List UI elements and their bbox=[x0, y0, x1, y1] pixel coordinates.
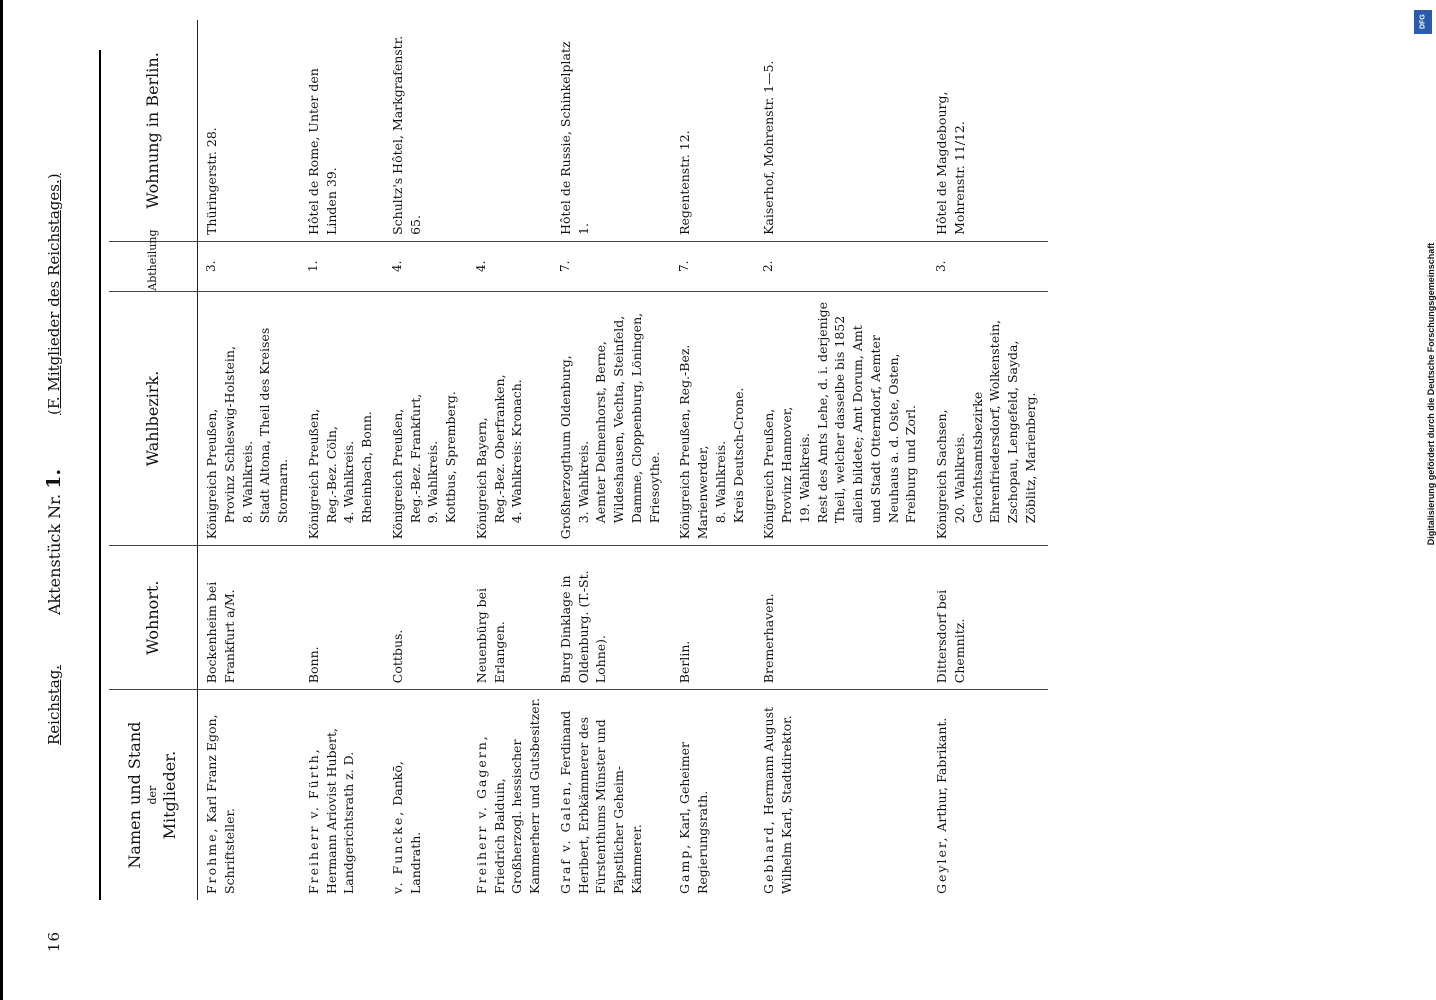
district-line: Kottbus, Spremberg. bbox=[443, 391, 458, 524]
table-row bbox=[300, 20, 384, 900]
district-line: Kreis Deutsch-Crone. bbox=[730, 387, 746, 524]
member-name-rest: Friedrich Balduin, Großherzogl. hessischer Kammerherr und Gutsbesitzer. bbox=[491, 697, 542, 894]
member-berlin-address: Hôtel de Russie, Schinkelplatz 1. bbox=[552, 20, 672, 241]
member-surname: v. Funcke, bbox=[389, 809, 405, 894]
header-rule bbox=[99, 50, 101, 900]
member-berlin-address bbox=[468, 20, 552, 241]
member-residence: Neuenbürg bei Erlangen. bbox=[468, 546, 552, 690]
table-row bbox=[552, 20, 672, 900]
member-residence: Bremerhaven. bbox=[755, 546, 928, 690]
table-header-row bbox=[109, 20, 198, 900]
member-name-cell bbox=[300, 690, 384, 900]
district-line: Königreich Preußen, bbox=[204, 408, 219, 540]
member-district bbox=[552, 291, 672, 546]
member-district bbox=[384, 291, 468, 546]
district-line: 20. Wahlkreis. bbox=[951, 432, 967, 524]
district-line: Königreich Sachsen, bbox=[934, 409, 949, 540]
member-berlin-address: Kaiserhof, Mohrenstr. 1—5. bbox=[755, 20, 928, 241]
members-table bbox=[109, 20, 1048, 900]
member-residence: Berlin. bbox=[671, 546, 755, 690]
dfg-logo: DFG bbox=[1414, 10, 1432, 34]
district-line: Königreich Preußen, bbox=[389, 408, 405, 540]
document-prefix: Aktenstück Nr. bbox=[45, 493, 64, 615]
member-surname: Gamp, bbox=[677, 842, 693, 894]
member-district bbox=[198, 291, 300, 546]
table-row bbox=[468, 20, 552, 900]
document-reference bbox=[43, 469, 65, 615]
table-row bbox=[928, 20, 1048, 900]
district-line: 3. Wahlkreis. bbox=[575, 440, 591, 524]
district-line: 4. Wahlkreis: Kronach. bbox=[509, 379, 525, 524]
header-name-sub: der bbox=[145, 785, 159, 805]
member-residence: Cottbus. bbox=[384, 546, 468, 690]
member-name-rest: Karl, Geheimer Regierungsrath. bbox=[677, 741, 710, 894]
member-surname: Frohme, bbox=[204, 826, 219, 894]
district-line: Reg.-Bez. Cöln, bbox=[323, 426, 339, 524]
header-berlin: Wohnung in Berlin. bbox=[109, 20, 198, 241]
member-residence: Burg Dinklage in Oldenburg. (T.-St. Lohne). bbox=[552, 546, 672, 690]
member-name-cell bbox=[468, 690, 552, 900]
district-line: Rheinbach, Bonn. bbox=[359, 411, 374, 524]
header-name bbox=[109, 690, 198, 900]
table-row bbox=[384, 20, 468, 900]
district-line: Königreich Bayern, bbox=[473, 417, 489, 540]
member-district bbox=[300, 291, 384, 546]
member-section: 2. bbox=[755, 241, 928, 291]
member-surname: Freiherr v. Fürth, bbox=[305, 747, 321, 894]
district-line: 4. Wahlkreis. bbox=[341, 440, 357, 524]
table-body bbox=[198, 20, 1048, 900]
table-row bbox=[198, 20, 300, 900]
member-residence: Bonn. bbox=[300, 546, 384, 690]
member-name-cell bbox=[928, 690, 1048, 900]
table-row bbox=[671, 20, 755, 900]
document-number: 1. bbox=[43, 468, 65, 489]
running-header bbox=[25, 30, 77, 970]
member-section: 7. bbox=[671, 241, 755, 291]
district-line: 8. Wahlkreis. bbox=[239, 440, 255, 524]
page-number: 16 bbox=[45, 930, 63, 952]
district-line: Gerichtsamtsbezirke Ehrenfriedersdorf, Wolkenstein, Zschopau, Lengefeld, Sayda, Zöblitz, Marienberg. bbox=[969, 319, 1038, 524]
member-section: 7. bbox=[552, 241, 672, 291]
member-berlin-address: Schultz's Hôtel, Markgrafenstr. 65. bbox=[384, 20, 468, 241]
member-district bbox=[755, 291, 928, 546]
header-section: Abtheilung bbox=[109, 241, 198, 291]
header-name-sub2: Mitglieder. bbox=[160, 750, 180, 840]
member-surname: Geyler, bbox=[934, 835, 949, 894]
member-name-rest: Karl Franz Egon, Schriftsteller. bbox=[204, 714, 237, 894]
member-name-cell bbox=[671, 690, 755, 900]
member-section: 1. bbox=[300, 241, 384, 291]
member-name-rest: Arthur, Fabrikant. bbox=[934, 717, 949, 832]
district-line: Stadt Altona, Theil des Kreises Stormarn. bbox=[257, 327, 290, 524]
member-berlin-address: Hôtel de Rome, Unter den Linden 39. bbox=[300, 20, 384, 241]
district-line: Großherzogthum Oldenburg, bbox=[557, 355, 573, 540]
member-section: 4. bbox=[468, 241, 552, 291]
journal-title: Reichstag. bbox=[45, 664, 63, 745]
member-section: 4. bbox=[384, 241, 468, 291]
header-residence: Wohnort. bbox=[109, 546, 198, 690]
district-line: Provinz Schleswig-Holstein, bbox=[221, 346, 237, 524]
digitization-credit bbox=[1414, 10, 1434, 990]
member-name-cell bbox=[552, 690, 672, 900]
member-district bbox=[671, 291, 755, 546]
member-name-cell bbox=[755, 690, 928, 900]
member-section: 3. bbox=[198, 241, 300, 291]
member-name-cell bbox=[384, 690, 468, 900]
member-berlin-address: Hôtel de Magdebourg, Mohrenstr. 11/12. bbox=[928, 20, 1048, 241]
member-name-rest: Dankō, Landrath. bbox=[389, 761, 423, 894]
district-line: Reg.-Bez. Frankfurt, bbox=[407, 393, 423, 524]
district-line: Reg.-Bez. Oberfranken, bbox=[491, 374, 507, 524]
member-surname: Gebhard, bbox=[761, 819, 777, 894]
district-line: Königreich Preußen, bbox=[761, 408, 777, 540]
member-district bbox=[928, 291, 1048, 546]
member-berlin-address: Regentenstr. 12. bbox=[671, 20, 755, 241]
member-name-cell bbox=[198, 690, 300, 900]
member-name-rest: Hermann August Wilhelm Karl, Stadtdirektor. bbox=[761, 706, 794, 894]
member-district bbox=[468, 291, 552, 546]
credit-text: Digitalisierung gefördert durch die Deutsche Forschungsgemeinschaft bbox=[1426, 242, 1436, 546]
member-name-rest: Hermann Ariovist Hubert, Landgerichtsrath z. D. bbox=[323, 728, 357, 894]
member-name-rest: Ferdinand Heribert, Erbkämmerer des Fürstenthums Münster und Päpstlicher Geheim-Kämmerer. bbox=[557, 710, 644, 894]
table-row bbox=[755, 20, 928, 900]
member-berlin-address: Thüringerstr. 28. bbox=[198, 20, 300, 241]
district-line: 19. Wahlkreis. bbox=[796, 432, 812, 524]
district-line: Aemter Delmenhorst, Berne, Wildeshausen, Vechta, Steinfeld, Damme, Cloppenburg, Löningen, Friesoythe. bbox=[593, 312, 662, 524]
member-surname: Graf v. Galen, bbox=[557, 779, 573, 894]
header-district: Wahlbezirk. bbox=[109, 291, 198, 546]
district-line: 8. Wahlkreis. bbox=[712, 440, 728, 524]
member-residence: Dittersdorf bei Chemnitz. bbox=[928, 546, 1048, 690]
district-line: Königreich Preußen, Reg.-Bez. Marienwerder, bbox=[677, 344, 710, 540]
member-residence: Bockenheim bei Frankfurt a/M. bbox=[198, 546, 300, 690]
rotated-document-sheet bbox=[25, 30, 1325, 970]
district-line: Rest des Amts Lehe, d. i. derjenige Theil, welcher dasselbe bis 1852 allein bildete; Amt Dorum, Amt und Stadt Otterndorf, Aemter Neuhaus a. d. Oste, Osten, Freiburg und Zorl. bbox=[814, 301, 919, 524]
member-surname: Freiherr v. Gagern, bbox=[473, 734, 489, 894]
member-section: 3. bbox=[928, 241, 1048, 291]
header-name-label: Namen und Stand bbox=[125, 721, 145, 869]
district-line: 9. Wahlkreis. bbox=[425, 440, 441, 524]
district-line: Königreich Preußen, bbox=[305, 408, 321, 540]
district-line: Provinz Hannover, bbox=[779, 406, 794, 524]
section-title: (F. Mitglieder des Reichstages.) bbox=[45, 173, 63, 415]
